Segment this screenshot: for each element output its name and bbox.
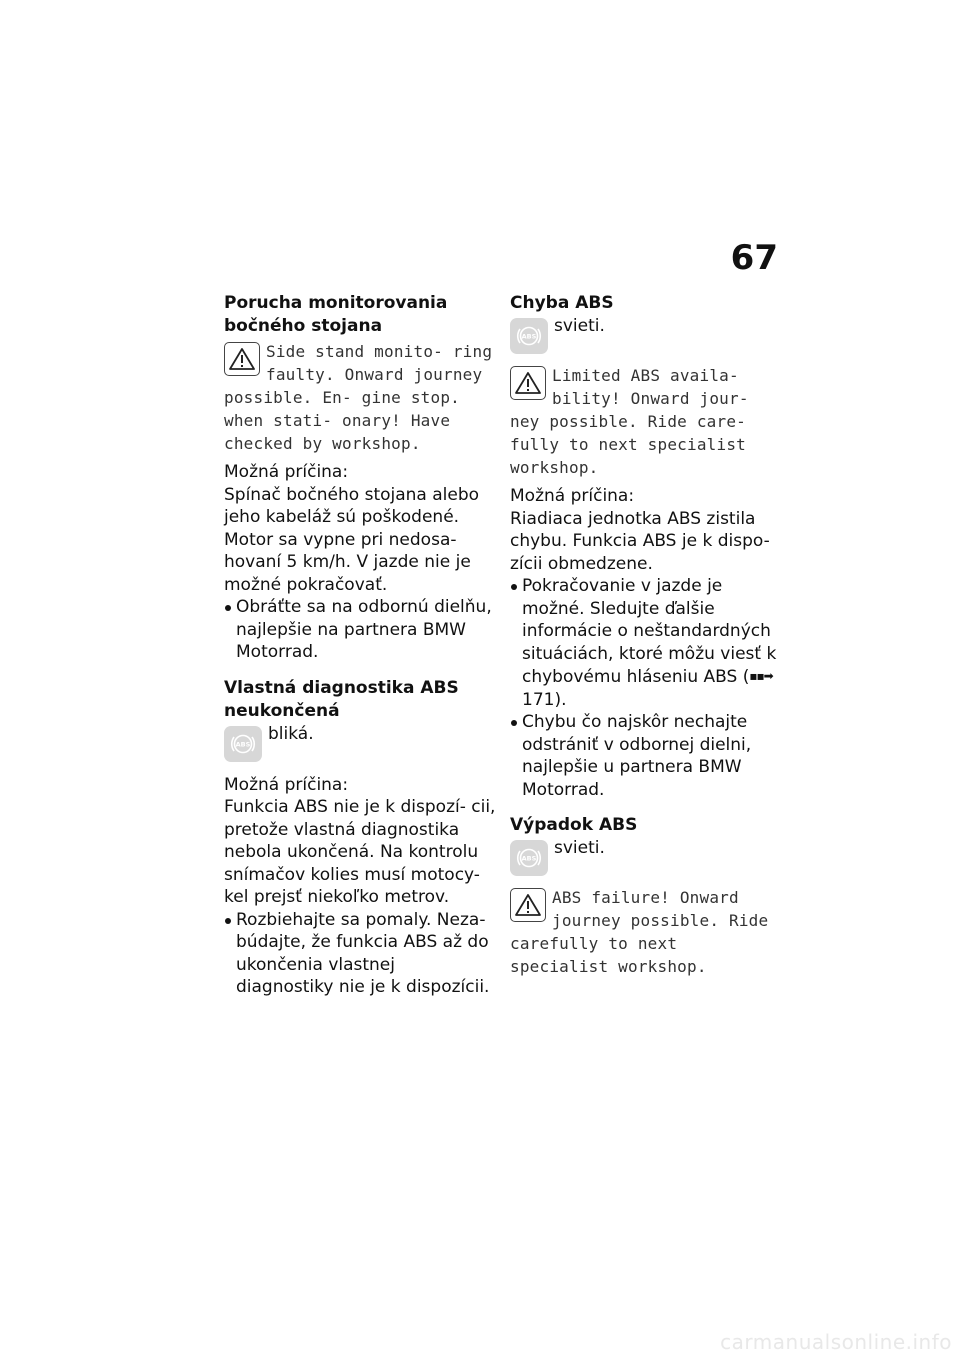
svg-text:ABS: ABS — [521, 854, 537, 863]
section-abs-failure — [510, 814, 782, 978]
cause-label: Možná príčina: — [510, 486, 635, 506]
list-item: Pokračovanie v jazde je možné. Sledujte ďalšie informácie o neštandardných situáciách, ktoré môžu viesť k chybovému hláseniu ABS (▪▪➡ 171). — [510, 575, 782, 711]
cause-label: Možná príčina: — [224, 774, 349, 795]
action-list — [224, 596, 496, 664]
list-item: Chybu čo najskôr nechajte odstrániť v odbornej dielni, najlepšie u partnera BMW Motorrad. — [510, 711, 782, 801]
section-title-abs-self-diagnosis: Vlastná diagnostika ABS neukončená — [224, 677, 459, 721]
svg-text:ABS: ABS — [521, 332, 537, 341]
section-title-side-stand-fault: Porucha monitorovania bočného stojana — [224, 293, 448, 336]
list-item: Rozbiehajte sa pomaly. Neza- búdajte, že funkcia ABS až do ukončenia vlastnej diagnostiky nie je k dispozícii. — [224, 909, 496, 999]
section-abs-error — [510, 292, 782, 801]
cause-text: Spínač bočného stojana alebo jeho kabeláž sú poškodené. Motor sa vypne pri nedosa- hovaní 5 km/h. V jazde nie je možné pokračovať. — [224, 484, 480, 595]
warning-message — [510, 364, 782, 479]
warning-message — [510, 886, 782, 978]
section-side-stand-fault — [224, 292, 496, 664]
action-list — [224, 909, 496, 999]
warning-triangle-icon — [510, 888, 546, 922]
warning-text: ABS failure! Onward journey possible. Ride carefully to next specialist workshop. — [510, 888, 769, 976]
indicator-status — [510, 837, 782, 880]
action-list — [510, 575, 782, 801]
warning-text: Limited ABS availa- bility! Onward jour- ney possible. Ride care- fully to next specialist workshop. — [510, 366, 749, 477]
status-text: bliká. — [268, 723, 314, 744]
list-item: Obráťte sa na odbornú dielňu, najlepšie na partnera BMW Motorrad. — [224, 596, 496, 664]
status-text: svieti. — [554, 838, 605, 858]
indicator-status — [510, 315, 782, 358]
svg-text:ABS: ABS — [235, 740, 251, 748]
status-text: svieti. — [554, 316, 605, 336]
warning-text: Side stand monito- ring faulty. Onward journey possible. En- gine stop. when stati- onary! Have checked by workshop. — [224, 342, 493, 453]
page-reference[interactable]: 171 — [522, 689, 555, 710]
abs-indicator-icon — [510, 840, 548, 876]
page-reference-arrow-icon: ▪▪➡ — [749, 669, 773, 683]
indicator-status — [224, 723, 496, 766]
cause-text: Riadiaca jednotka ABS zistila chybu. Funkcia ABS je k dispo- zícii obmedzene. — [510, 508, 770, 574]
left-column — [224, 292, 496, 1012]
abs-indicator-icon — [510, 318, 548, 354]
page-number: 67 — [730, 238, 778, 278]
cause-text: Funkcia ABS nie je k dispozí- cii, pretože vlastná diagnostika nebola ukončená. Na kontrolu snímačov kolies musí motocy- kel prejsť niekoľko metrov. — [224, 797, 496, 907]
abs-indicator-icon — [224, 726, 262, 762]
section-title-abs-failure: Výpadok ABS — [510, 815, 638, 835]
warning-triangle-icon — [224, 342, 260, 376]
right-column — [510, 292, 782, 991]
watermark: carmanualsonline.info — [720, 1330, 952, 1354]
section-title-abs-error: Chyba ABS — [510, 293, 614, 313]
section-abs-self-diagnosis — [224, 677, 496, 999]
warning-message — [224, 340, 496, 455]
warning-triangle-icon — [510, 366, 546, 400]
cause-label: Možná príčina: — [224, 462, 349, 482]
